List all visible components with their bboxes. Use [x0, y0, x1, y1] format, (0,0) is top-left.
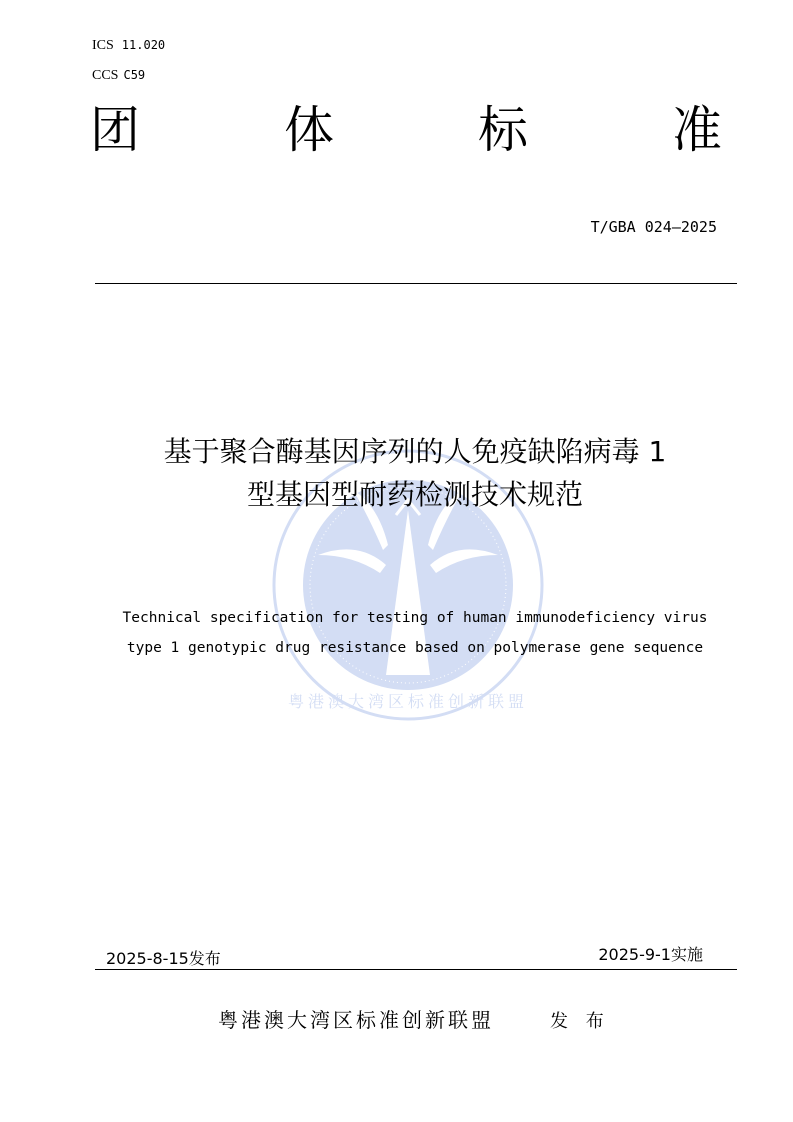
standard-type-char: 准: [672, 101, 722, 159]
issuer-name: 粤港澳大湾区标准创新联盟: [218, 1008, 494, 1032]
header-divider: [95, 283, 737, 284]
ics-value: 11.020: [121, 38, 166, 52]
title-en-line1: Technical specification for testing of human immunodeficiency virus: [122, 610, 708, 626]
svg-text:粤港澳大湾区标准创新联盟: 粤港澳大湾区标准创新联盟: [287, 692, 529, 711]
ccs-classification: [92, 68, 145, 84]
ics-classification: [92, 38, 165, 54]
standard-type-char: 标: [478, 101, 528, 159]
publish-date: 2025-8-15发布: [106, 949, 221, 968]
ccs-value: C59: [123, 68, 146, 82]
standard-type-char: 团: [90, 101, 140, 159]
issue-label: 发 布: [550, 1011, 610, 1032]
title-en-line2: type 1 genotypic drug resistance based on polymerase gene sequence: [126, 640, 704, 656]
standard-type-char: 体: [284, 101, 334, 159]
standard-code: T/GBA 024—2025: [590, 218, 717, 236]
implement-date: 2025-9-1实施: [598, 945, 703, 964]
ccs-label: CCS: [92, 68, 119, 83]
ics-label: ICS: [92, 38, 114, 53]
title-zh-line2: 型基因型耐药检测技术规范: [246, 478, 583, 511]
footer-divider: [95, 969, 737, 970]
title-zh-line1: 基于聚合酶基因序列的人免疫缺陷病毒 1: [163, 435, 667, 468]
